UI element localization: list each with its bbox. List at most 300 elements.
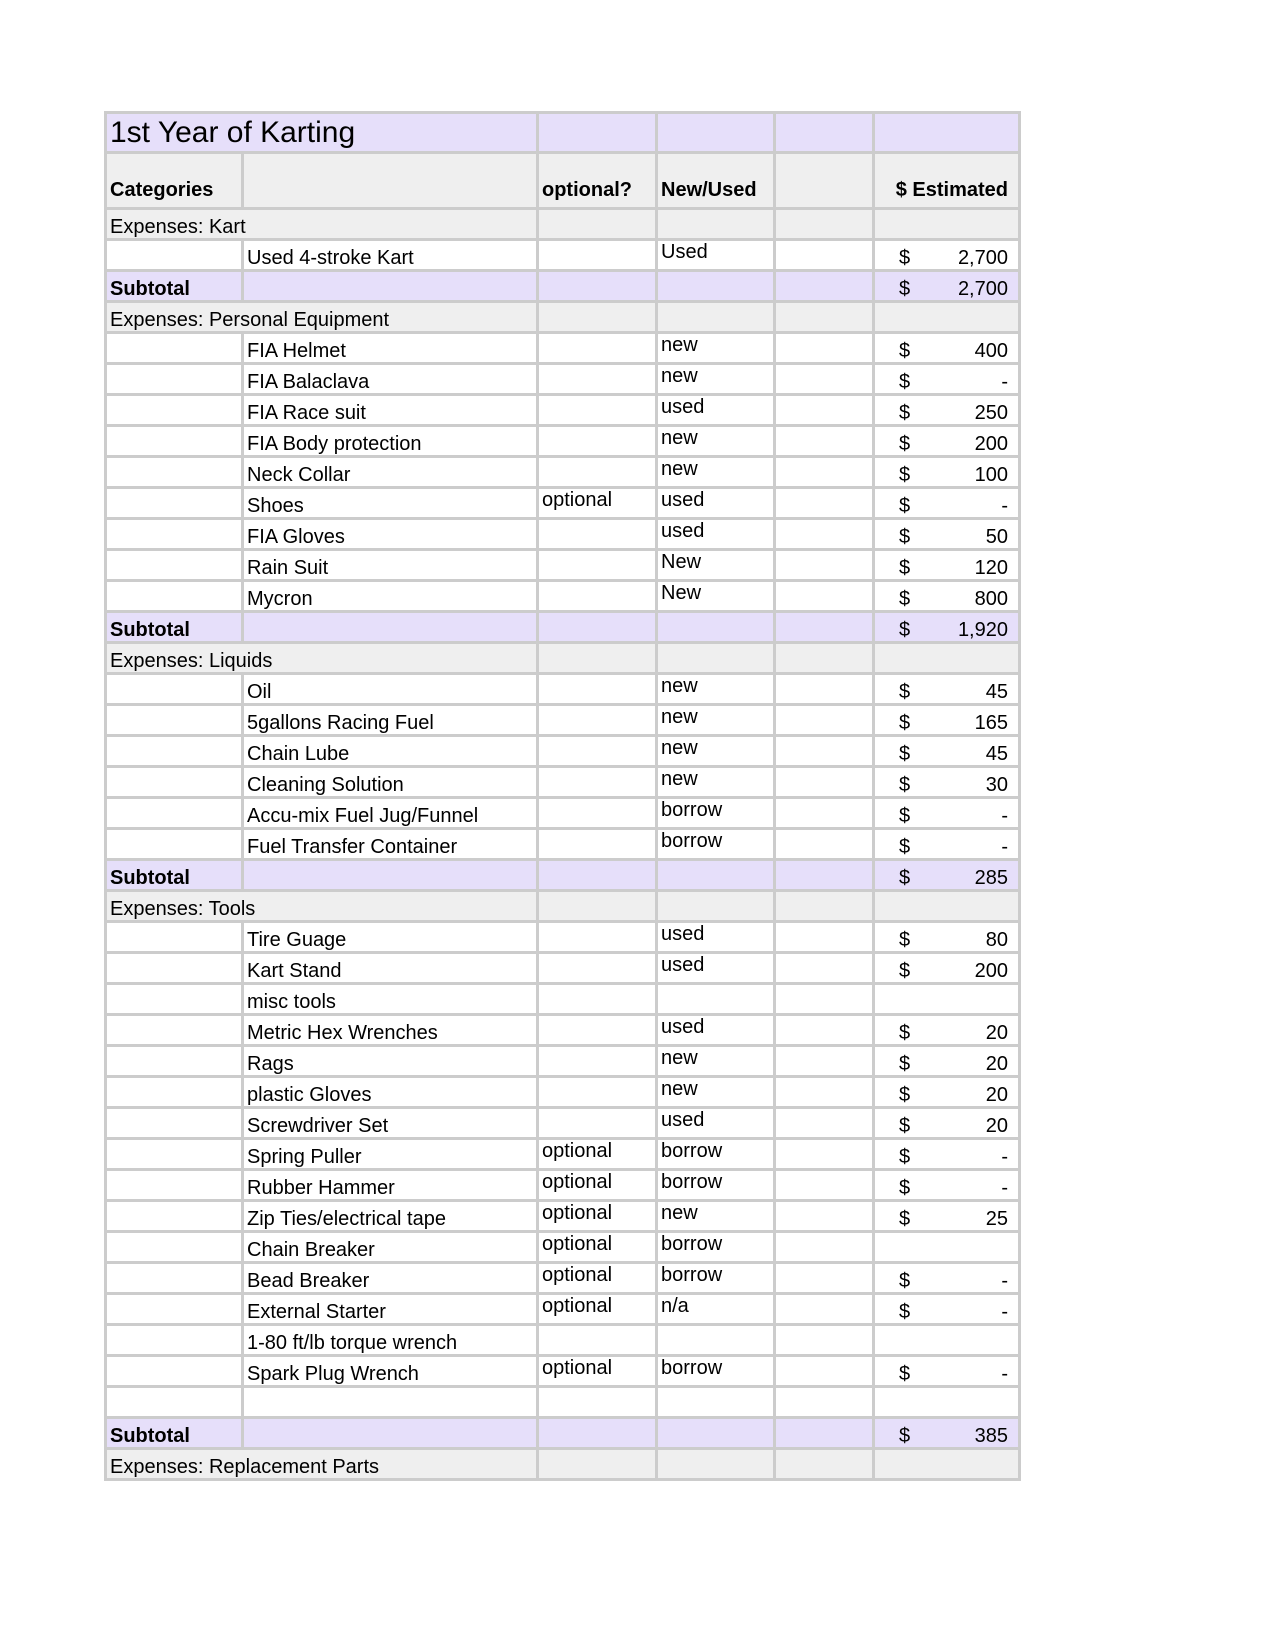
item-name: Fuel Transfer Container (243, 829, 538, 860)
currency-symbol: $ (899, 712, 911, 734)
subtotal-row (106, 1418, 1020, 1449)
item-name: Screwdriver Set (243, 1108, 538, 1139)
currency-symbol: $ (899, 1270, 911, 1292)
amount-value: 385 (974, 1425, 1008, 1447)
amount-cell (874, 333, 1020, 364)
item-name: FIA Balaclava (243, 364, 538, 395)
category-cell (106, 1046, 243, 1077)
category-cell (106, 674, 243, 705)
amount-cell (874, 395, 1020, 426)
item-name: FIA Body protection (243, 426, 538, 457)
amount-cell (874, 271, 1020, 302)
category-cell (106, 1232, 243, 1263)
amount-value: - (1001, 1146, 1008, 1168)
amount-cell (874, 674, 1020, 705)
status-cell: new (657, 1201, 775, 1232)
currency-symbol: $ (899, 1146, 911, 1168)
blank-cell (775, 1046, 874, 1077)
amount-cell (874, 984, 1020, 1015)
status-cell: new (657, 736, 775, 767)
amount-value: 30 (985, 774, 1008, 796)
blank-cell (775, 1201, 874, 1232)
category-cell (106, 705, 243, 736)
subtotal-label: Subtotal (106, 1418, 243, 1449)
status-cell: new (657, 1077, 775, 1108)
amount-cell (874, 612, 1020, 643)
amount-cell (874, 1418, 1020, 1449)
amount-cell (874, 798, 1020, 829)
item-name: FIA Gloves (243, 519, 538, 550)
table-row (106, 333, 1020, 364)
amount-value: 120 (974, 557, 1008, 579)
table-row (106, 426, 1020, 457)
optional-cell (538, 798, 657, 829)
blank-cell (775, 519, 874, 550)
amount-cell (874, 1263, 1020, 1294)
header-optional: optional? (538, 153, 657, 209)
status-cell (657, 984, 775, 1015)
amount-cell (874, 1325, 1020, 1356)
blank-cell (775, 1387, 874, 1418)
table-row (106, 1046, 1020, 1077)
amount-value: - (1001, 371, 1008, 393)
blank-cell (775, 1139, 874, 1170)
amount-cell (874, 736, 1020, 767)
status-cell: borrow (657, 1232, 775, 1263)
amount-cell (874, 240, 1020, 271)
amount-value: 45 (985, 681, 1008, 703)
status-cell: used (657, 953, 775, 984)
optional-cell: optional (538, 1139, 657, 1170)
amount-cell (874, 1139, 1020, 1170)
item-name: Oil (243, 674, 538, 705)
section-row (106, 643, 1020, 674)
table-row (106, 705, 1020, 736)
optional-cell (538, 1387, 657, 1418)
section-label: Expenses: Tools (106, 891, 538, 922)
currency-symbol: $ (899, 1301, 911, 1323)
currency-symbol: $ (899, 836, 911, 858)
table-row (106, 674, 1020, 705)
section-row (106, 891, 1020, 922)
blank-cell (775, 1077, 874, 1108)
currency-symbol: $ (899, 867, 911, 889)
table-row (106, 1170, 1020, 1201)
item-name: Rain Suit (243, 550, 538, 581)
status-cell: Used (657, 240, 775, 271)
currency-symbol: $ (899, 588, 911, 610)
table-row (106, 1108, 1020, 1139)
status-cell: new (657, 426, 775, 457)
currency-symbol: $ (899, 743, 911, 765)
amount-value: - (1001, 495, 1008, 517)
table-row (106, 395, 1020, 426)
section-label: Expenses: Personal Equipment (106, 302, 538, 333)
amount-value: 20 (985, 1053, 1008, 1075)
optional-cell: optional (538, 488, 657, 519)
currency-symbol: $ (899, 619, 911, 641)
amount-value: 200 (974, 433, 1008, 455)
amount-cell (874, 426, 1020, 457)
table-row (106, 519, 1020, 550)
currency-symbol: $ (899, 681, 911, 703)
item-name: Shoes (243, 488, 538, 519)
currency-symbol: $ (899, 774, 911, 796)
table-row (106, 1325, 1020, 1356)
blank-cell (775, 798, 874, 829)
amount-cell (874, 457, 1020, 488)
amount-value: - (1001, 836, 1008, 858)
amount-value: 800 (974, 588, 1008, 610)
item-name: External Starter (243, 1294, 538, 1325)
item-name: Chain Lube (243, 736, 538, 767)
title-row (106, 113, 1020, 153)
status-cell (657, 1325, 775, 1356)
item-name: Used 4-stroke Kart (243, 240, 538, 271)
currency-symbol: $ (899, 1425, 911, 1447)
status-cell: used (657, 488, 775, 519)
blank-cell (775, 426, 874, 457)
optional-cell: optional (538, 1201, 657, 1232)
blank-cell (775, 736, 874, 767)
amount-cell (874, 829, 1020, 860)
amount-value: 2,700 (957, 278, 1008, 300)
status-cell: new (657, 333, 775, 364)
blank-cell (775, 1263, 874, 1294)
blank-cell (775, 1294, 874, 1325)
currency-symbol: $ (899, 1022, 911, 1044)
amount-value: 20 (985, 1022, 1008, 1044)
item-name: plastic Gloves (243, 1077, 538, 1108)
table-row (106, 829, 1020, 860)
blank-cell (775, 550, 874, 581)
table-row (106, 550, 1020, 581)
optional-cell: optional (538, 1170, 657, 1201)
currency-symbol: $ (899, 526, 911, 548)
item-name: Mycron (243, 581, 538, 612)
table-row (106, 767, 1020, 798)
currency-symbol: $ (899, 1115, 911, 1137)
amount-cell (874, 860, 1020, 891)
optional-cell (538, 426, 657, 457)
table-row (106, 364, 1020, 395)
table-row (106, 1077, 1020, 1108)
item-name: Tire Guage (243, 922, 538, 953)
optional-cell (538, 457, 657, 488)
table-row (106, 922, 1020, 953)
optional-cell (538, 705, 657, 736)
amount-value: 200 (974, 960, 1008, 982)
table-row (106, 488, 1020, 519)
category-cell (106, 519, 243, 550)
blank-cell (775, 488, 874, 519)
blank-cell (775, 457, 874, 488)
optional-cell (538, 1108, 657, 1139)
currency-symbol: $ (899, 495, 911, 517)
status-cell: used (657, 395, 775, 426)
optional-cell (538, 333, 657, 364)
amount-value: 45 (985, 743, 1008, 765)
status-cell: n/a (657, 1294, 775, 1325)
subtotal-label: Subtotal (106, 271, 243, 302)
table-row (106, 953, 1020, 984)
status-cell: used (657, 519, 775, 550)
currency-symbol: $ (899, 557, 911, 579)
amount-cell (874, 1015, 1020, 1046)
amount-cell (874, 550, 1020, 581)
amount-value: - (1001, 1177, 1008, 1199)
currency-symbol: $ (899, 433, 911, 455)
optional-cell: optional (538, 1356, 657, 1387)
category-cell (106, 1108, 243, 1139)
amount-cell (874, 488, 1020, 519)
item-name: Rags (243, 1046, 538, 1077)
table-row (106, 1387, 1020, 1418)
optional-cell: optional (538, 1263, 657, 1294)
section-row (106, 302, 1020, 333)
status-cell: new (657, 364, 775, 395)
blank-cell (775, 395, 874, 426)
optional-cell (538, 829, 657, 860)
currency-symbol: $ (899, 1177, 911, 1199)
status-cell: used (657, 1015, 775, 1046)
blank-cell (775, 1232, 874, 1263)
header-estimated: $ Estimated (874, 153, 1020, 209)
item-name: Accu-mix Fuel Jug/Funnel (243, 798, 538, 829)
table-row (106, 736, 1020, 767)
category-cell (106, 457, 243, 488)
optional-cell (538, 1015, 657, 1046)
item-name: Chain Breaker (243, 1232, 538, 1263)
item-name: Kart Stand (243, 953, 538, 984)
table-row (106, 1294, 1020, 1325)
blank-cell (775, 364, 874, 395)
item-name: FIA Helmet (243, 333, 538, 364)
optional-cell (538, 550, 657, 581)
optional-cell (538, 736, 657, 767)
category-cell (106, 1170, 243, 1201)
category-cell (106, 550, 243, 581)
sheet-title: 1st Year of Karting (106, 113, 538, 153)
amount-cell (874, 1232, 1020, 1263)
blank-cell (775, 1170, 874, 1201)
amount-cell (874, 953, 1020, 984)
blank-cell (775, 240, 874, 271)
amount-cell (874, 1108, 1020, 1139)
status-cell: borrow (657, 1356, 775, 1387)
amount-cell (874, 1356, 1020, 1387)
optional-cell (538, 364, 657, 395)
subtotal-row (106, 271, 1020, 302)
optional-cell (538, 984, 657, 1015)
category-cell (106, 767, 243, 798)
status-cell (657, 1387, 775, 1418)
currency-symbol: $ (899, 929, 911, 951)
optional-cell (538, 674, 657, 705)
category-cell (106, 1201, 243, 1232)
amount-value: - (1001, 1301, 1008, 1323)
amount-value: 50 (985, 526, 1008, 548)
category-cell (106, 488, 243, 519)
status-cell: borrow (657, 1139, 775, 1170)
currency-symbol: $ (899, 1363, 911, 1385)
item-name: 5gallons Racing Fuel (243, 705, 538, 736)
amount-cell (874, 519, 1020, 550)
amount-value: 80 (985, 929, 1008, 951)
currency-symbol: $ (899, 371, 911, 393)
item-name: FIA Race suit (243, 395, 538, 426)
category-cell (106, 953, 243, 984)
amount-cell (874, 364, 1020, 395)
item-name: Spring Puller (243, 1139, 538, 1170)
category-cell (106, 1294, 243, 1325)
status-cell: new (657, 674, 775, 705)
blank-cell (775, 922, 874, 953)
status-cell: new (657, 1046, 775, 1077)
optional-cell (538, 1046, 657, 1077)
amount-value: - (1001, 805, 1008, 827)
table-row (106, 798, 1020, 829)
table-row (106, 984, 1020, 1015)
status-cell: borrow (657, 829, 775, 860)
currency-symbol: $ (899, 1053, 911, 1075)
item-name: 1-80 ft/lb torque wrench (243, 1325, 538, 1356)
table-row (106, 1356, 1020, 1387)
optional-cell (538, 395, 657, 426)
subtotal-row (106, 612, 1020, 643)
item-name (243, 1387, 538, 1418)
budget-spreadsheet (104, 111, 1021, 1481)
amount-value: 250 (974, 402, 1008, 424)
item-name: misc tools (243, 984, 538, 1015)
amount-cell (874, 1294, 1020, 1325)
optional-cell (538, 1077, 657, 1108)
currency-symbol: $ (899, 1208, 911, 1230)
category-cell (106, 395, 243, 426)
blank-cell (775, 333, 874, 364)
amount-value: 165 (974, 712, 1008, 734)
category-cell (106, 1387, 243, 1418)
item-name: Spark Plug Wrench (243, 1356, 538, 1387)
status-cell: used (657, 922, 775, 953)
amount-cell (874, 922, 1020, 953)
amount-cell (874, 1046, 1020, 1077)
amount-value: 20 (985, 1084, 1008, 1106)
category-cell (106, 922, 243, 953)
amount-cell (874, 581, 1020, 612)
blank-cell (775, 674, 874, 705)
blank-cell (775, 953, 874, 984)
blank-cell (775, 984, 874, 1015)
table-row (106, 1139, 1020, 1170)
category-cell (106, 333, 243, 364)
blank-cell (775, 581, 874, 612)
optional-cell (538, 953, 657, 984)
amount-value: 25 (985, 1208, 1008, 1230)
section-row (106, 209, 1020, 240)
blank-cell (775, 767, 874, 798)
amount-cell (874, 1387, 1020, 1418)
currency-symbol: $ (899, 1084, 911, 1106)
item-name: Metric Hex Wrenches (243, 1015, 538, 1046)
table-row (106, 1232, 1020, 1263)
currency-symbol: $ (899, 464, 911, 486)
section-label: Expenses: Liquids (106, 643, 538, 674)
section-row (106, 1449, 1020, 1480)
status-cell: new (657, 705, 775, 736)
subtotal-label: Subtotal (106, 612, 243, 643)
amount-cell (874, 705, 1020, 736)
optional-cell (538, 767, 657, 798)
optional-cell (538, 519, 657, 550)
section-label: Expenses: Kart (106, 209, 538, 240)
item-name: Cleaning Solution (243, 767, 538, 798)
section-label: Expenses: Replacement Parts (106, 1449, 538, 1480)
category-cell (106, 1077, 243, 1108)
category-cell (106, 736, 243, 767)
table-row (106, 581, 1020, 612)
category-cell (106, 798, 243, 829)
blank-cell (775, 829, 874, 860)
amount-value: 100 (974, 464, 1008, 486)
currency-symbol: $ (899, 340, 911, 362)
status-cell: borrow (657, 798, 775, 829)
category-cell (106, 1356, 243, 1387)
optional-cell: optional (538, 1232, 657, 1263)
optional-cell (538, 581, 657, 612)
category-cell (106, 364, 243, 395)
amount-cell (874, 1077, 1020, 1108)
blank-cell (775, 1325, 874, 1356)
item-name: Zip Ties/electrical tape (243, 1201, 538, 1232)
optional-cell (538, 922, 657, 953)
table-row (106, 1263, 1020, 1294)
status-cell: new (657, 767, 775, 798)
status-cell: used (657, 1108, 775, 1139)
amount-value: - (1001, 1363, 1008, 1385)
category-cell (106, 1263, 243, 1294)
category-cell (106, 1139, 243, 1170)
category-cell (106, 1015, 243, 1046)
optional-cell (538, 1325, 657, 1356)
currency-symbol: $ (899, 960, 911, 982)
status-cell: New (657, 581, 775, 612)
amount-cell (874, 1170, 1020, 1201)
table-row (106, 1015, 1020, 1046)
category-cell (106, 829, 243, 860)
table-row (106, 240, 1020, 271)
header-categories: Categories (106, 153, 243, 209)
status-cell: borrow (657, 1263, 775, 1294)
amount-value: 285 (974, 867, 1008, 889)
amount-value: 400 (974, 340, 1008, 362)
category-cell (106, 581, 243, 612)
status-cell: new (657, 457, 775, 488)
table-row (106, 457, 1020, 488)
status-cell: New (657, 550, 775, 581)
blank-cell (775, 705, 874, 736)
currency-symbol: $ (899, 402, 911, 424)
header-row (106, 153, 1020, 209)
item-name: Rubber Hammer (243, 1170, 538, 1201)
category-cell (106, 984, 243, 1015)
blank-cell (775, 1015, 874, 1046)
category-cell (106, 426, 243, 457)
category-cell (106, 240, 243, 271)
blank-cell (775, 1108, 874, 1139)
header-new-used: New/Used (657, 153, 775, 209)
amount-value: 1,920 (957, 619, 1008, 641)
